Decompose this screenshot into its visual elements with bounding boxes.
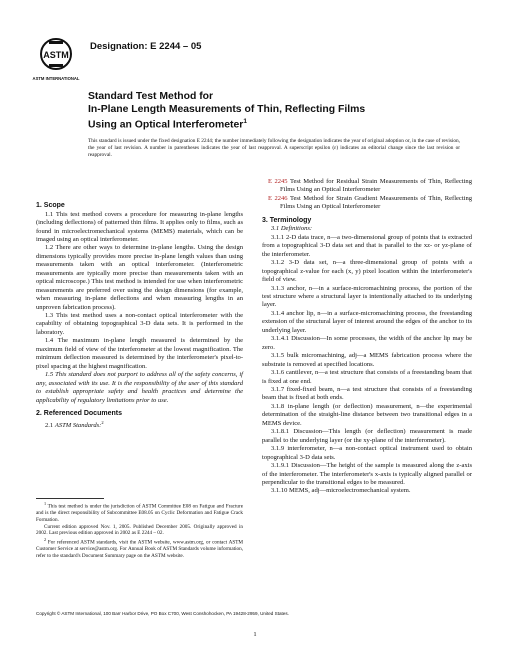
definition-3-1-2: 3.1.2 3-D data set, n—a three-dimensional group of points with a topographical z-value for each (x, y) pixel location within the interferometer's field of view. xyxy=(262,259,472,284)
definition-3-1-6: 3.1.6 cantilever, n—a test structure that consists of a freestanding beam that is fixed at one end. xyxy=(262,369,472,385)
terminology-heading: 3. Terminology xyxy=(262,216,312,224)
definition-3-1-9: 3.1.9 interferometer, n—a non-contact optical instrument used to obtain topographical 3-D data sets. xyxy=(262,445,472,461)
definition-3-1-7: 3.1.7 fixed-fixed beam, n—a test structure that consists of a freestanding beam that is fixed at both ends. xyxy=(262,386,472,402)
page-number: 1 xyxy=(253,631,257,638)
title-line-2: In-Plane Length Measurements of Thin, Reflecting Films xyxy=(88,103,366,115)
paragraph-1-1: 1.1 This test method covers a procedure for measuring in-plane lengths (including deflections) of patterned thin films. It applies only to films, such as found in microelectromechanical systems (MEMS) materials, which can be imaged using an optical interferometer. xyxy=(36,210,243,243)
preface-note: This standard is issued under the fixed designation E 2244; the number immediately following the designation indicates the year of original adoption or, in the case of revision, the year of last revision. A number in parentheses indicates the year of last reapproval. A superscript epsilon (ε) indicates an editorial change since the last revision or reapproval. xyxy=(88,138,460,158)
definition-3-1-3: 3.1.3 anchor, n—in a surface-micromachining process, the portion of the test structure where a structural layer is intentionally attached to its underlying layer. xyxy=(262,284,472,309)
designation: Designation: E 2244 – 05 xyxy=(90,41,202,52)
footnotes xyxy=(36,501,243,559)
title-line-1: Standard Test Method for xyxy=(88,91,214,102)
astm-logo xyxy=(32,36,80,84)
paragraph-1-3: 1.3 This test method uses a non-contact optical interferometer with the capability of obtaining topographical 3-D data sets. It is performed in the laboratory. xyxy=(36,312,243,336)
left-column xyxy=(36,202,243,430)
referenced-documents-heading: 2. Referenced Documents xyxy=(36,410,122,418)
definition-3-1-4: 3.1.4 anchor lip, n—in a surface-micromachining process, the freestanding extension of the structural layer of interest around the edges of the anchor to its underlying layer. xyxy=(262,309,473,334)
footnote-2: $^2$ For referenced ASTM standards, visit the ASTM website, www.astm.org, or contact ASTM Customer Service at service@astm.org. For Annual Book of ASTM Standards volume information, refer to the standard's Document Summary page on the ASTM website. xyxy=(36,536,244,559)
footnote-1: $^1$ This test method is under the jurisdiction of ASTM Committee E08 on Fatigue and Fracture and is the direct responsibility of Subcommittee E08.05 on Cyclic Deformation and Fatigue Crack Formation. xyxy=(36,501,244,523)
discussion-3-1-9-1: 3.1.9.1 Discussion—The height of the sample is measured along the z-axis of the interferometer. The interferometer's x-axis is typically aligned parallel or perpendicular to the transitional edges to be measured. xyxy=(262,462,472,486)
definition-3-1-8: 3.1.8 in-plane length (or deflection) measurement, n—the experimental determination of the straight-line distance between two transitional edges in a MEMS device. xyxy=(262,402,472,427)
reference-link-e2245[interactable]: E 2245 xyxy=(268,178,288,185)
reference-link-e2246[interactable]: E 2246 xyxy=(268,194,288,202)
scope-heading: 1. Scope xyxy=(36,202,65,209)
paragraph-2-1: 2.1 ASTM Standards:$^2$ xyxy=(45,419,104,429)
definition-3-1-5: 3.1.5 bulk micromachining, adj—a MEMS fabrication process where the substrate is removed at specified locations. xyxy=(262,352,472,368)
svg-text:ASTM: ASTM xyxy=(43,50,69,60)
svg-text:ASTM INTERNATIONAL: ASTM INTERNATIONAL xyxy=(32,76,80,81)
copyright-line: Copyright © ASTM International, 100 Barr Harbor Drive, PO Box C700, West Conshohocken, PA 19428-2959, United States. xyxy=(36,611,289,616)
title-line-3: Using an Optical Interferometer$^1$ xyxy=(88,118,247,131)
paragraph-1-4: 1.4 The maximum in-plane length measured is determined by the maximum field of view of the interferometer at the lowest magnification. The minimum deflection measured is determined by the interferometer's pixel-to-pixel spacing at the highest magnification. xyxy=(36,337,243,370)
discussion-3-1-8-1: 3.1.8.1 Discussion—This length (or deflection) measurement is made parallel to the underlying layer (or the xy-plane of the interferometer). xyxy=(262,428,472,444)
document-title xyxy=(88,91,458,132)
definition-3-1-1: 3.1.1 2-D data trace, n—a two-dimensional group of points that is extracted from a topographical 3-D data set and that is parallel to the xz- or yz-plane of the interferometer. xyxy=(262,233,472,258)
right-column xyxy=(262,178,472,496)
definition-3-1-10: 3.1.10 MEMS, adj—microelectromechanical system. xyxy=(271,487,411,495)
definition-3-1: 3.1 Definitions: xyxy=(271,225,313,233)
footnote-1-edition: Current edition approved Nov. 1, 2005. Published December 2005. Originally approved in 2002. Last previous edition approved in 2002 as E 2244 – 02. xyxy=(36,523,243,537)
footnote-rule xyxy=(36,498,104,499)
discussion-3-1-4-1: 3.1.4.1 Discussion—In some processes, the width of the anchor lip may be zero. xyxy=(262,335,472,351)
reference-e2246: E 2246 Test Method for Strain Gradient Measurements of Thin, Reflecting Films Using an Optical Interferometer xyxy=(268,194,473,211)
reference-e2245: E 2245 Test Method for Residual Strain Measurements of Thin, Reflecting Films Using an Optical Interferometer xyxy=(268,178,472,194)
paragraph-1-5: 1.5 This standard does not purport to address all of the safety concerns, if any, associated with its use. It is the responsibility of the user of this standard to establish appropriate safety and health practices and determine the applicability of regulatory limitations prior to use. xyxy=(36,371,243,404)
paragraph-1-2: 1.2 There are other ways to determine in-plane lengths. Using the design dimensions typically provides more precise in-plane length values than using measurements taken with an optical interferometer. (Interferometric measurements are typically more precise than measurements taken with an optical microscope.) This test method is intended for use when interferometric measurements are preferred over using the design dimensions (for example, when measuring in-plane deflections and when measuring lengths in an unproven fabrication process). xyxy=(36,244,243,311)
